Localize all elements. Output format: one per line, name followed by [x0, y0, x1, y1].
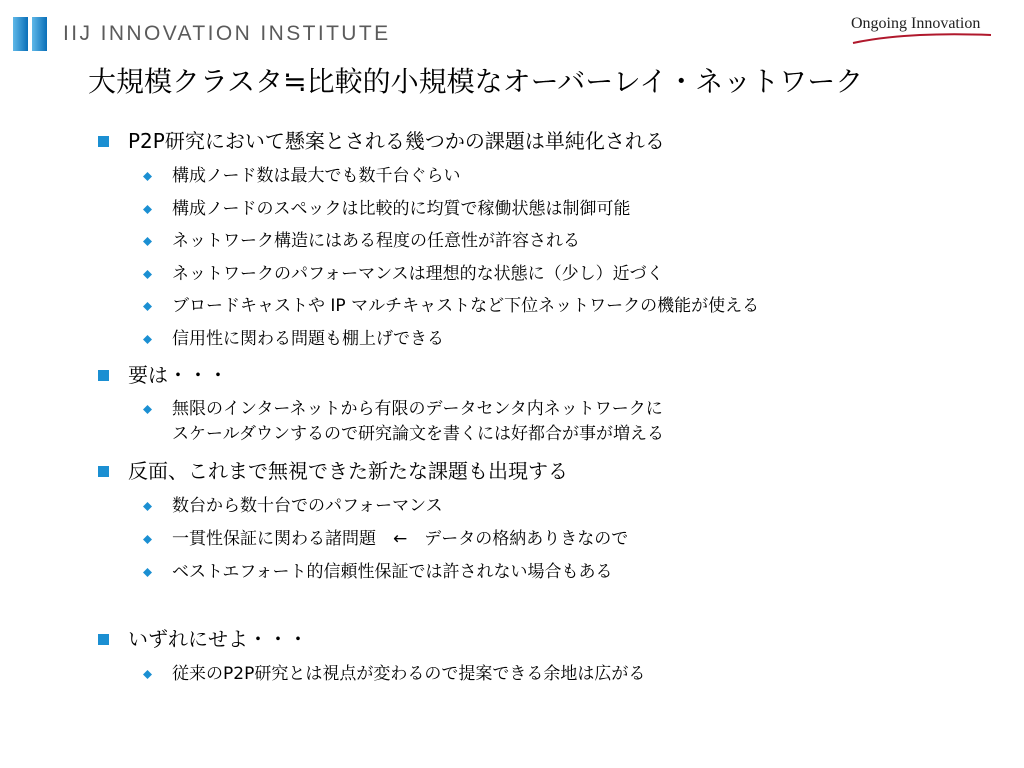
square-bullet-icon [98, 466, 109, 477]
diamond-bullet-icon [143, 670, 152, 679]
diamond-bullet-icon [143, 205, 152, 214]
square-bullet-icon [98, 634, 109, 645]
diamond-bullet-icon [143, 270, 152, 279]
sub-bullet-text: 数台から数十台でのパフォーマンス [172, 496, 443, 516]
diamond-bullet-icon [143, 405, 152, 414]
diamond-bullet-icon [143, 302, 152, 311]
sub-bullet-text: 構成ノードのスペックは比較的に均質で稼働状態は制御可能 [172, 199, 631, 219]
diamond-bullet-icon [143, 172, 152, 181]
bullet-text: P2P研究において懸案とされる幾つかの課題は単純化される [128, 129, 665, 153]
sub-bullet-text: 無限のインターネットから有限のデータセンタ内ネットワークに [172, 399, 663, 419]
sub-bullet-text: ネットワークのパフォーマンスは理想的な状態に（少し）近づく [172, 264, 664, 284]
sub-bullet-text: 一貫性保証に関わる諸問題 ← データの格納ありきなので [172, 529, 629, 549]
sub-bullet-text: 従来のP2P研究とは視点が変わるので提案できる余地は広がる [172, 664, 646, 684]
sub-bullet-text: ブロードキャストや IP マルチキャストなど下位ネットワークの機能が使える [172, 296, 760, 316]
tagline-text: Ongoing Innovation [851, 15, 981, 32]
sub-bullet-text: ベストエフォート的信頼性保証では許されない場合もある [172, 562, 613, 582]
diamond-bullet-icon [143, 237, 152, 246]
bullet-text: いずれにせよ・・・ [128, 627, 308, 651]
square-bullet-icon [98, 136, 109, 147]
slide-title: 大規模クラスタ≒比較的小規模なオーバーレイ・ネットワーク [88, 65, 864, 98]
logo-text: IIJ INNOVATION INSTITUTE [63, 22, 391, 45]
square-bullet-icon [98, 370, 109, 381]
diamond-bullet-icon [143, 335, 152, 344]
bullet-text: 要は・・・ [128, 363, 228, 387]
diamond-bullet-icon [143, 568, 152, 577]
sub-bullet-text: ネットワーク構造にはある程度の任意性が許容される [172, 231, 580, 251]
sub-bullet-text: 信用性に関わる問題も棚上げできる [172, 329, 444, 349]
diamond-bullet-icon [143, 502, 152, 511]
sub-bullet-text: 構成ノード数は最大でも数千台ぐらい [172, 166, 461, 186]
bullet-text: 反面、これまで無視できた新たな課題も出現する [128, 459, 568, 483]
diamond-bullet-icon [143, 535, 152, 544]
sub-bullet-text-continued: スケールダウンするので研究論文を書くには好都合が事が増える [172, 424, 664, 444]
